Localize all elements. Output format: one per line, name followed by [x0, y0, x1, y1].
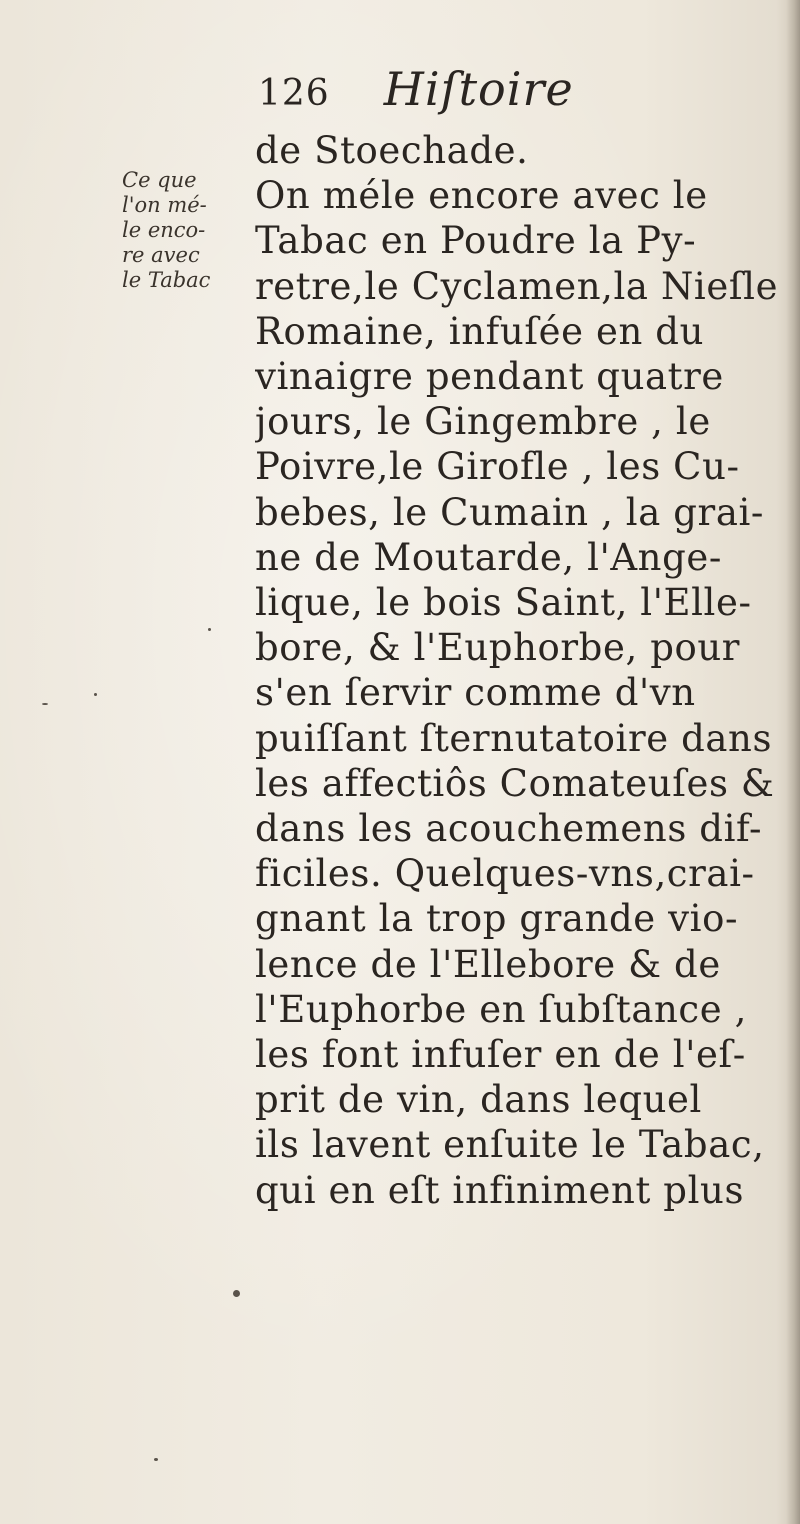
text-line: ficiles. Quelques-vns,crai- [255, 852, 755, 896]
paper-speck [154, 1458, 158, 1461]
marginal-note-line: re avec [122, 243, 200, 267]
text-line: prit de vin, dans lequel [255, 1078, 702, 1122]
text-line: ne de Moutarde, l'Ange- [255, 535, 722, 579]
text-line: de Stoechade. [255, 129, 529, 172]
text-line: lence de l'Ellebore & de [255, 942, 721, 986]
text-line: Poivre,le Girofle , les Cu- [255, 445, 740, 489]
text-line: bebes, le Cumain , la grai- [255, 490, 765, 534]
marginal-note-line: Ce que [122, 168, 197, 192]
text-line: les font infuſer en de l'eſ- [255, 1033, 746, 1077]
marginal-note-line: le Tabac [122, 268, 211, 292]
text-line: bore, & l'Euphorbe, pour [255, 626, 741, 670]
marginal-note [122, 168, 242, 293]
text-line: ils lavent enſuite le Tabac, [255, 1123, 765, 1167]
text-line: On méle encore avec le [255, 174, 708, 218]
marginal-note-line: le enco- [122, 218, 206, 242]
text-line: Romaine, infuſée en du [255, 309, 704, 353]
text-line: retre,le Cyclamen,la Nieſle [255, 264, 779, 308]
page-number: 126 [258, 73, 330, 114]
running-title: Hiſtoire [383, 62, 574, 116]
paper-speck [208, 628, 211, 631]
paper-speck [94, 693, 97, 696]
text-line: gnant la trop grande vio- [255, 897, 739, 941]
page-header [258, 62, 574, 132]
text-line: jours, le Gingembre , le [255, 400, 711, 444]
text-line: Tabac en Poudre la Py- [255, 219, 697, 263]
text-line: les affectiôs Comateuſes & [255, 761, 775, 805]
text-line: lique, le bois Saint, l'Elle- [255, 581, 752, 625]
paper-speck [42, 703, 48, 705]
text-line: dans les acouchemens dif- [255, 807, 763, 851]
text-line: puiſſant ſternutatoire dans [255, 716, 773, 760]
text-line: qui en eſt infiniment plus [255, 1168, 745, 1212]
body-text [255, 128, 795, 1213]
text-line: s'en ſervir comme d'vn [255, 671, 696, 715]
text-line: vinaigre pendant quatre [255, 355, 724, 399]
paper-speck [233, 1290, 240, 1297]
text-line: l'Euphorbe en ſubſtance , [255, 987, 747, 1031]
marginal-note-line: l'on mé- [122, 193, 207, 217]
